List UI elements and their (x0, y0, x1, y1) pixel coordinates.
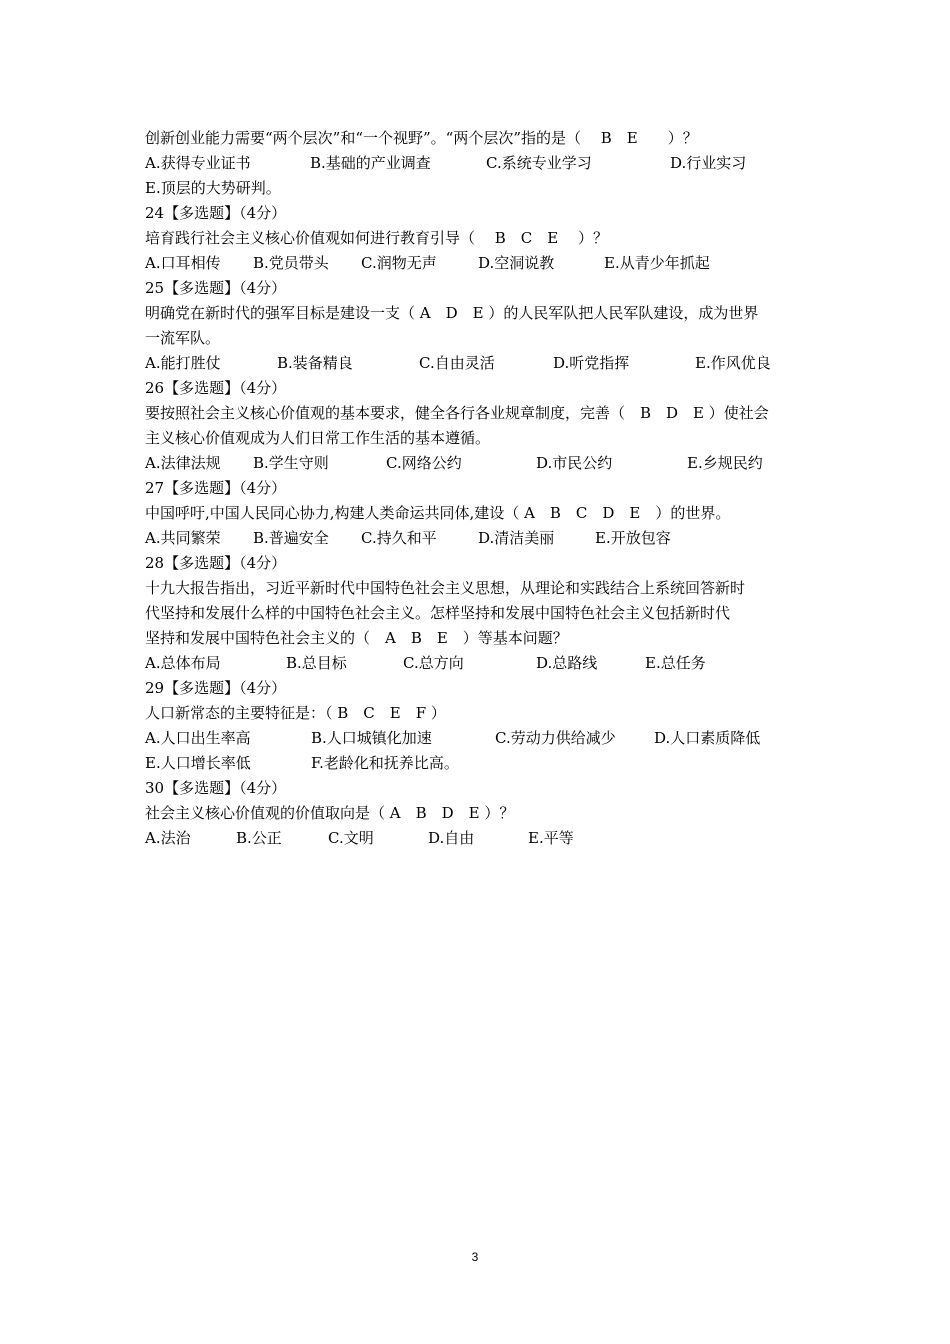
q25-option-c: C.自由灵活 (419, 354, 495, 372)
q28-stem-line1: 十九大报告指出，习近平新时代中国特色社会主义思想，从理论和实践结合上系统回答新时 (145, 579, 746, 597)
q30-option-c: C.文明 (328, 829, 374, 847)
q23-option-d: D.行业实习 (670, 154, 747, 172)
q29-option-d: D.人口素质降低 (654, 729, 761, 747)
q26-option-a: A.法律法规 (145, 454, 221, 472)
q29-option-c: C.劳动力供给减少 (495, 729, 616, 747)
q24-option-c: C.润物无声 (361, 254, 437, 272)
q26-option-b: B.学生守则 (253, 454, 329, 472)
q30-option-e: E.平等 (528, 829, 574, 847)
q28-stem-line3: 坚持和发展中国特色社会主义的（ A B E ）等基本问题？ (145, 629, 568, 647)
q27-option-a: A.共同繁荣 (145, 529, 221, 547)
q30-option-a: A.法治 (145, 829, 191, 847)
q28-stem-line2: 代坚持和发展什么样的中国特色社会主义。怎样坚持和发展中国特色社会主义包括新时代 (145, 604, 731, 622)
q29-option-e: E.人口增长率低 (145, 754, 251, 772)
q23-option-e: E.顶层的大势研判。 (145, 179, 281, 197)
q26-stem-line2: 主义核心价值观成为人们日常工作生活的基本遵循。 (145, 429, 491, 447)
q26-stem-line1: 要按照社会主义核心价值观的基本要求，健全各行各业规章制度，完善（ B D E ）使社会 (145, 404, 769, 422)
q27-header: 27【多选题】（4分） (145, 479, 287, 497)
q24-stem: 培育践行社会主义核心价值观如何进行教育引导（ B C E ）？ (145, 229, 608, 247)
q27-option-b: B.普遍安全 (253, 529, 329, 547)
q29-stem: 人口新常态的主要特征是：（ B C E F ） (145, 704, 446, 722)
q30-option-b: B.公正 (236, 829, 282, 847)
q27-option-e: E.开放包容 (595, 529, 671, 547)
q29-option-b: B.人口城镇化加速 (311, 729, 432, 747)
q28-option-a: A.总体布局 (145, 654, 221, 672)
q25-header: 25【多选题】（4分） (145, 279, 287, 297)
q30-option-d: D.自由 (428, 829, 475, 847)
q28-options (145, 651, 815, 676)
q27-options (145, 526, 815, 551)
q24-option-a: A.口耳相传 (145, 254, 221, 272)
q24-option-d: D.空洞说教 (478, 254, 555, 272)
question-content (145, 126, 815, 851)
q29-option-a: A.人口出生率高 (145, 729, 251, 747)
q25-option-b: B.装备精良 (277, 354, 353, 372)
q24-option-b: B.党员带头 (253, 254, 329, 272)
q24-header: 24【多选题】（4分） (145, 204, 287, 222)
q29-options-row2 (145, 751, 815, 776)
q27-option-c: C.持久和平 (361, 529, 437, 547)
q26-options (145, 451, 815, 476)
q23-options (145, 151, 815, 176)
q23-option-a: A.获得专业证书 (145, 154, 251, 172)
q29-option-f: F.老龄化和抚养比高。 (311, 754, 459, 772)
q23-option-c: C.系统专业学习 (486, 154, 592, 172)
q24-option-e: E.从青少年抓起 (604, 254, 710, 272)
q26-option-c: C.网络公约 (386, 454, 462, 472)
q26-option-e: E.乡规民约 (687, 454, 763, 472)
q28-option-b: B.总目标 (286, 654, 347, 672)
q25-options (145, 351, 815, 376)
q30-stem: 社会主义核心价值观的价值取向是（ A B D E ）？ (145, 804, 515, 822)
q29-header: 29【多选题】（4分） (145, 679, 287, 697)
q25-stem-line2: 一流军队。 (145, 329, 221, 347)
q26-header: 26【多选题】（4分） (145, 379, 287, 397)
q26-option-d: D.市民公约 (536, 454, 613, 472)
q27-stem: 中国呼吁,中国人民同心协力,构建人类命运共同体,建设（ A B C D E ）的世界。 (145, 504, 731, 522)
q24-options (145, 251, 815, 276)
q25-stem-line1: 明确党在新时代的强军目标是建设一支（ A D E ）的人民军队把人民军队建设，成为世界 (145, 304, 759, 322)
q27-option-d: D.清洁美丽 (478, 529, 555, 547)
q30-options (145, 826, 815, 851)
q25-option-d: D.听党指挥 (553, 354, 630, 372)
q25-option-e: E.作风优良 (695, 354, 771, 372)
q28-option-e: E.总任务 (645, 654, 706, 672)
q28-option-c: C.总方向 (403, 654, 464, 672)
q28-header: 28【多选题】（4分） (145, 554, 287, 572)
q28-option-d: D.总路线 (536, 654, 598, 672)
q23-option-b: B.基础的产业调查 (310, 154, 431, 172)
q30-header: 30【多选题】（4分） (145, 779, 287, 797)
q23-stem: 创新创业能力需要“两个层次”和“一个视野”。“两个层次”指的是（ B E ）？ (145, 129, 698, 147)
page-number: 3 (471, 1250, 479, 1264)
q25-option-a: A.能打胜仗 (145, 354, 221, 372)
q29-options-row1 (145, 726, 815, 751)
